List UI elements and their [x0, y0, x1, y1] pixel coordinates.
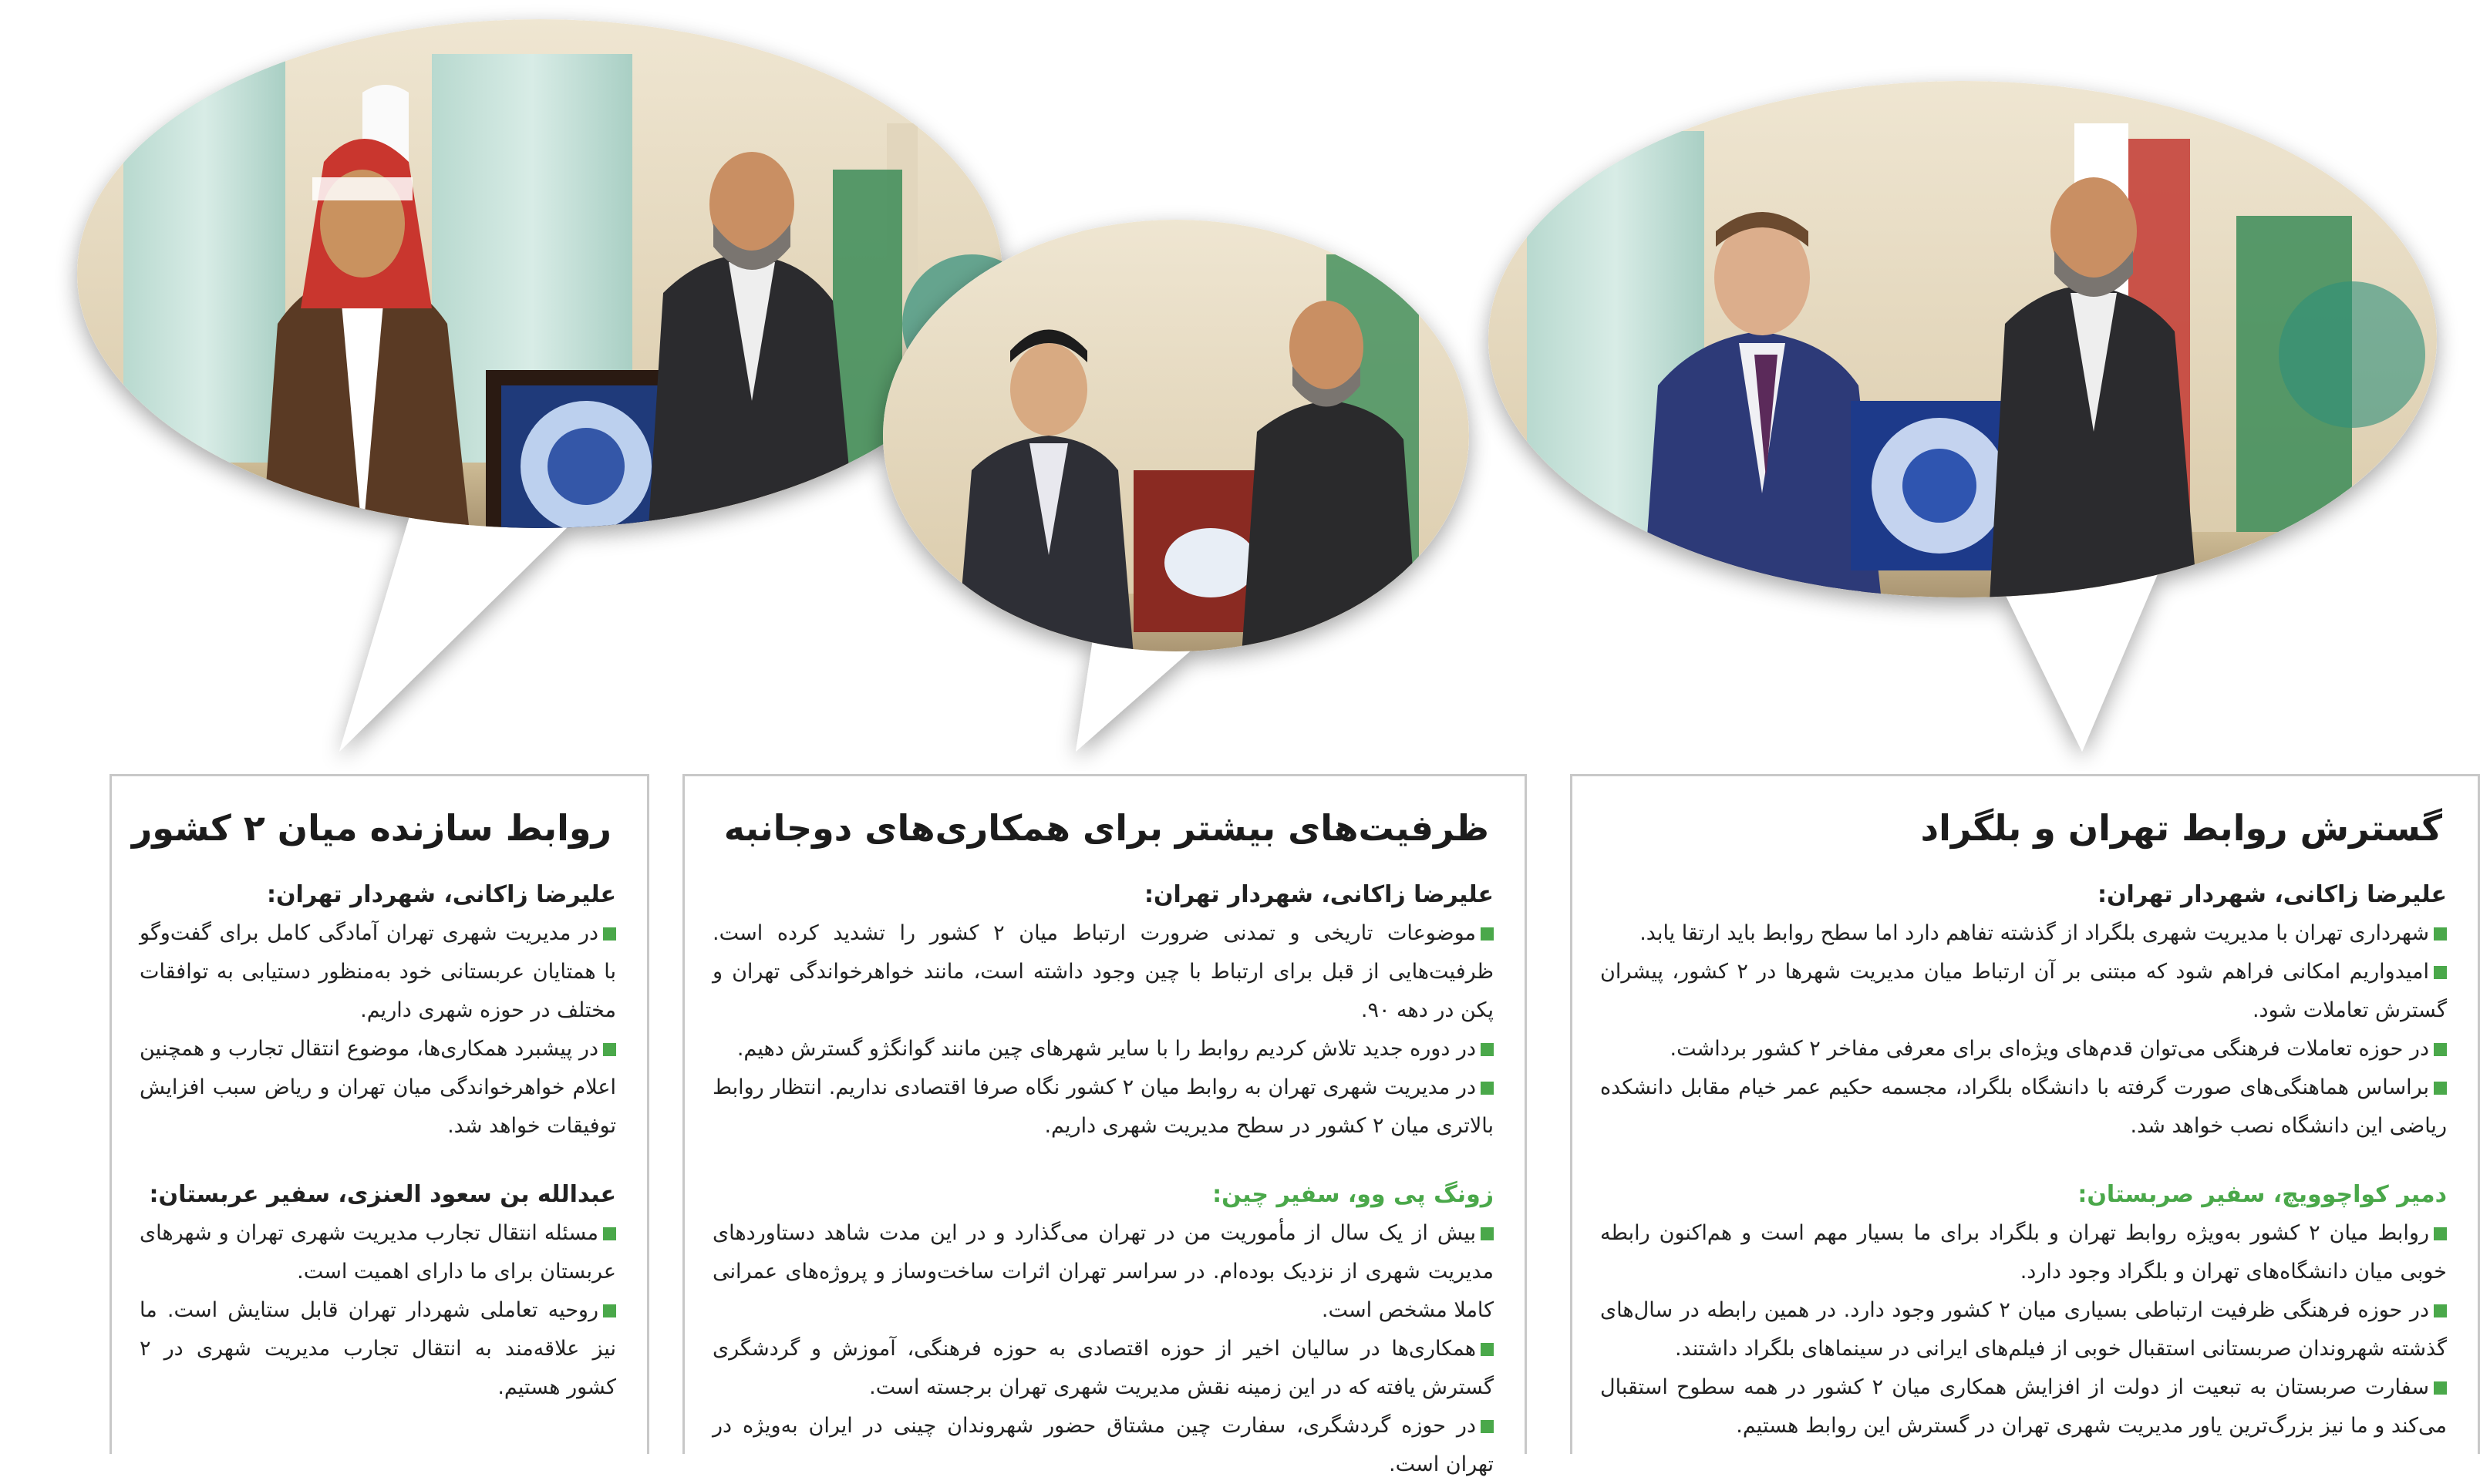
- bullet-square-icon: [2434, 1381, 2447, 1395]
- bullet-square-icon: [1481, 927, 1494, 941]
- bullet-square-icon: [1481, 1343, 1494, 1356]
- panel-tehran-belgrade: [1570, 774, 2480, 1454]
- bullet-paragraph: روابط میان ۲ کشور به‌ویژه روابط تهران و بلگراد برای ما بسیار مهم است و هم‌اکنون رابطه خوبی میان دانشگاه‌های تهران و بلگراد وجود دارد.: [1600, 1221, 2447, 1284]
- bullet-paragraph: در حوزه گردشگری، سفارت چین مشتاق حضور شهروندان چینی در ایران به‌ویژه در تهران است.: [713, 1414, 1494, 1476]
- panel-constructive-relations: [110, 774, 649, 1454]
- panel-bilateral-cooperation: [682, 774, 1527, 1476]
- bullet-square-icon: [603, 1304, 616, 1317]
- bullet-paragraph: در حوزه تعاملات فرهنگی می‌توان قدم‌های ویژه‌ای برای معرفی مفاخر ۲ کشور برداشت.: [1600, 1030, 2447, 1068]
- bullet-square-icon: [603, 1043, 616, 1056]
- bullet-paragraph: در مدیریت شهری تهران آمادگی کامل برای گفت‌وگو با همتایان عربستانی خود به‌منظور دستیابی به توافقات مختلف در حوزه شهری داریم.: [140, 921, 616, 1022]
- bullet-square-icon: [1481, 1420, 1494, 1433]
- bullet-paragraph: موضوعات تاریخی و تمدنی ضرورت ارتباط میان ۲ کشور را تشدید کرده است. ظرفیت‌هایی از قبل برای ارتباط با چین وجود داشته است، مانند خواهرخواندگی تهران و پکن در دهه ۹۰.: [713, 921, 1494, 1022]
- bullet-paragraph: روحیه تعاملی شهردار تهران قابل ستایش است. ما نیز علاقه‌مند به انتقال تجارب مدیریت شهری در ۲ کشور هستیم.: [140, 1298, 616, 1399]
- panel-title: روابط سازنده میان ۲ کشور: [131, 807, 612, 849]
- bullet-paragraph: براساس هماهنگی‌های صورت گرفته با دانشگاه بلگراد، مجسمه حکیم عمر خیام مقابل دانشکده ریاضی این دانشگاه نصب خواهد شد.: [1600, 1075, 2447, 1138]
- bullet-square-icon: [603, 1227, 616, 1240]
- panel-title: گسترش روابط تهران و بلگراد: [1920, 807, 2442, 849]
- bullet-square-icon: [1481, 1227, 1494, 1240]
- speaker-name: دمیر کواچوویچ، سفیر صربستان:: [2077, 1181, 2447, 1208]
- bullet-paragraph: سفارت صربستان به تبعیت از دولت از افزایش همکاری میان ۲ کشور در همه سطوح استقبال می‌کند و ما نیز بزرگ‌ترین یاور مدیریت شهری تهران در گسترش این روابط هستیم.: [1600, 1375, 2447, 1438]
- speaker-name: علیرضا زاکانی، شهردار تهران:: [266, 881, 616, 908]
- photo-serbian-ambassador: [1488, 77, 2437, 601]
- bullet-square-icon: [1481, 1082, 1494, 1095]
- speaker-name: علیرضا زاکانی، شهردار تهران:: [2097, 881, 2447, 908]
- speaker-name: عبدالله بن سعود العنزی، سفیر عربستان:: [149, 1181, 616, 1208]
- bullet-square-icon: [2434, 1227, 2447, 1240]
- panel-title: ظرفیت‌های بیشتر برای همکاری‌های دوجانبه: [723, 807, 1489, 849]
- panel-body: [1600, 881, 2447, 1445]
- bullet-square-icon: [2434, 1304, 2447, 1317]
- speaker-name: علیرضا زاکانی، شهردار تهران:: [1144, 881, 1494, 908]
- bullet-paragraph: در مدیریت شهری تهران به روابط میان ۲ کشور نگاه صرفا اقتصادی نداریم. انتظار روابط بالاتری میان ۲ کشور در سطح مدیریت شهری داریم.: [713, 1075, 1494, 1138]
- bullet-square-icon: [1481, 1043, 1494, 1056]
- bullet-paragraph: در پیشبرد همکاری‌ها، موضوع انتقال تجارب و همچنین اعلام خواهرخواندگی میان تهران و ریاض سبب افزایش توفیقات خواهد شد.: [140, 1037, 616, 1138]
- bullet-paragraph: همکاری‌ها در سالیان اخیر از حوزه اقتصادی به حوزه فرهنگی، آموزش و گردشگری گسترش یافته که در این زمینه نقش مدیریت شهری تهران برجسته است.: [713, 1337, 1494, 1399]
- bullet-square-icon: [2434, 1043, 2447, 1056]
- bullet-paragraph: در حوزه فرهنگی ظرفیت ارتباطی بسیاری میان ۲ کشور وجود دارد. در همین رابطه در سال‌های گذشته شهروندان صربستانی استقبال خوبی از فیلم‌های ایرانی در سینماهای بلگراد داشتند.: [1600, 1298, 2447, 1361]
- bullet-square-icon: [603, 927, 616, 941]
- speaker-name: زونگ پی وو، سفیر چین:: [1212, 1181, 1494, 1208]
- bullet-paragraph: مسئله انتقال تجارب مدیریت شهری تهران و شهرهای عربستان برای ما دارای اهمیت است.: [140, 1221, 616, 1284]
- bullet-square-icon: [2434, 1082, 2447, 1095]
- bullet-paragraph: در دوره جدید تلاش کردیم روابط را با سایر شهرهای چین مانند گوانگژو گسترش دهیم.: [713, 1030, 1494, 1068]
- bullet-paragraph: امیدواریم امکانی فراهم شود که مبتنی بر آن ارتباط میان مدیریت شهرها در ۲ کشور، پیشران گسترش تعاملات شود.: [1600, 960, 2447, 1022]
- panel-body: [140, 881, 616, 1407]
- bullet-paragraph: بیش از یک سال از مأموریت من در تهران می‌گذارد و در این مدت شاهد دستاوردهای مدیریت شهری از نزدیک بوده‌ام. در سراسر تهران اثرات ساخت‌وساز و پروژه‌های عمرانی کاملا مشخص است.: [713, 1221, 1494, 1322]
- bullet-paragraph: شهرداری تهران با مدیریت شهری بلگراد از گذشته تفاهم دارد اما سطح روابط باید ارتقا یابد.: [1600, 914, 2447, 953]
- bullet-square-icon: [2434, 966, 2447, 979]
- bullet-square-icon: [2434, 927, 2447, 941]
- panel-body: [713, 881, 1494, 1484]
